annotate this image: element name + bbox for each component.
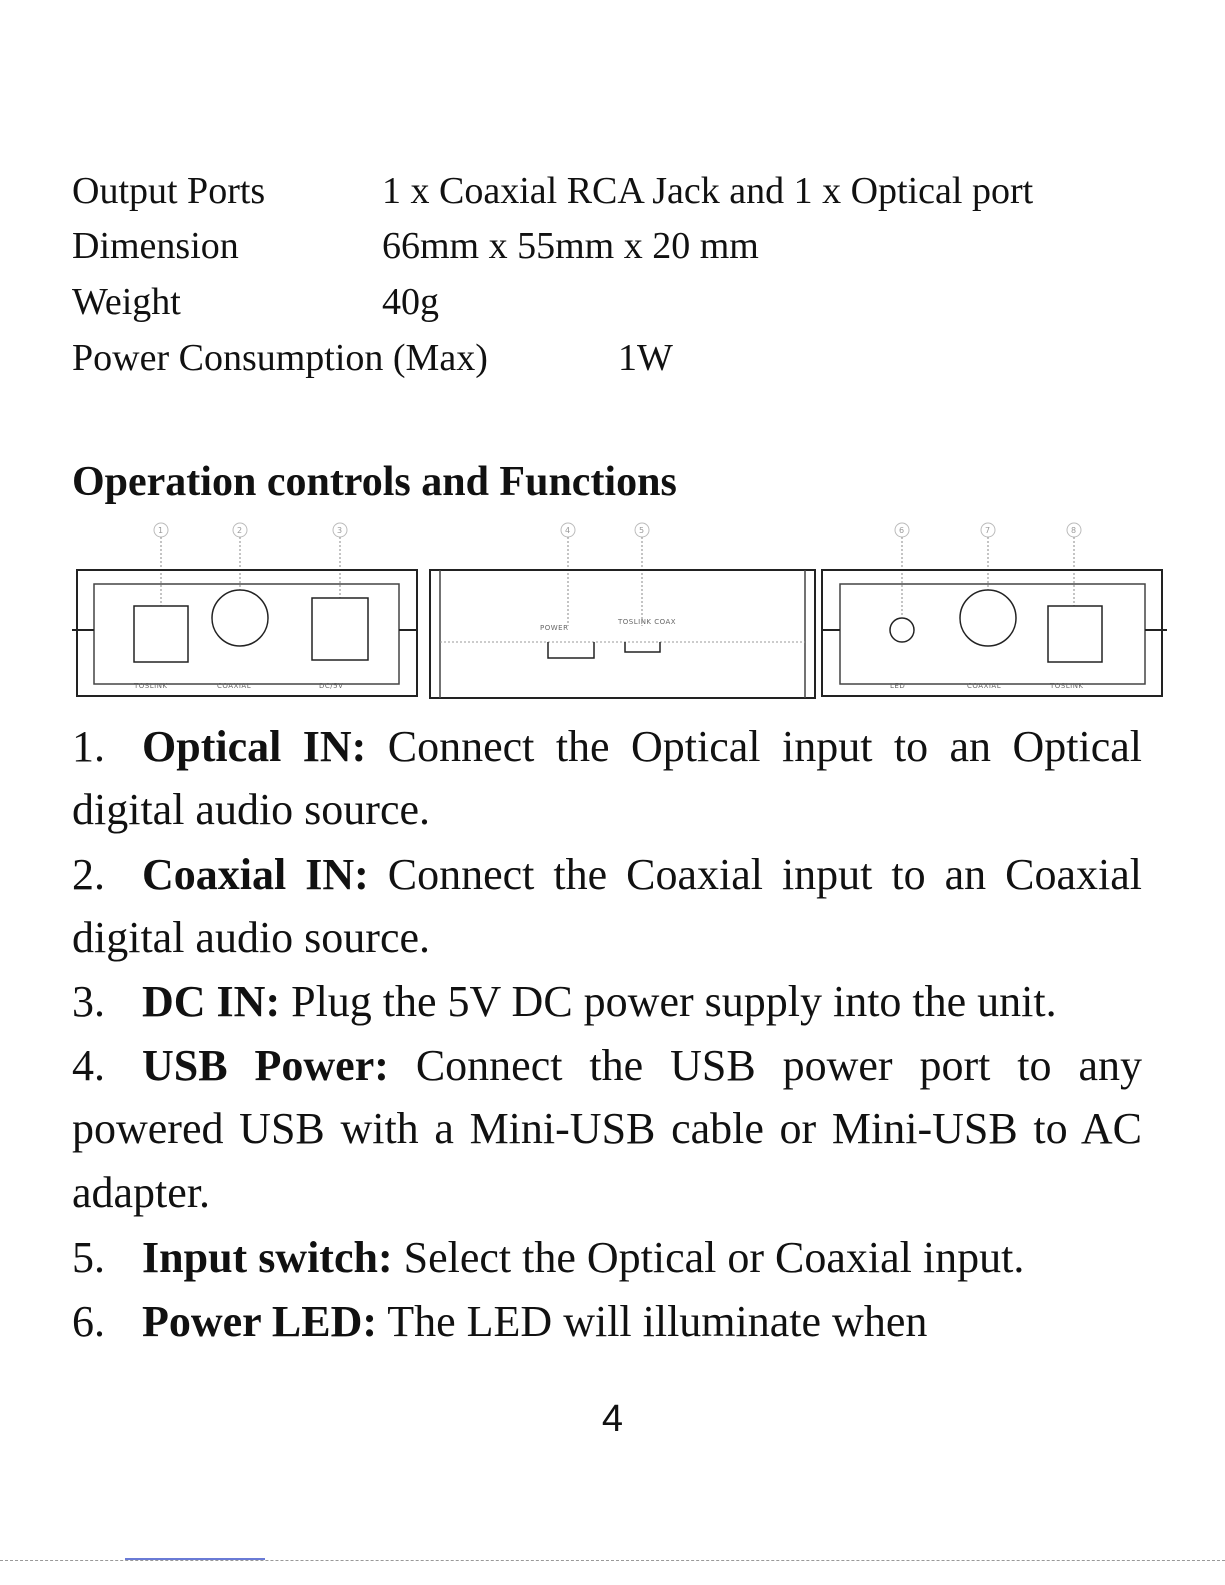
spec-label: Dimension: [72, 225, 239, 267]
svg-text:8: 8: [1071, 526, 1077, 535]
svg-text:3: 3: [337, 526, 343, 535]
spec-value: 66mm x 55mm x 20 mm: [382, 225, 759, 267]
callout-4: [561, 523, 575, 626]
item-number: 6.: [72, 1297, 105, 1346]
item-text: Connect the Coaxial input to an Coaxial digital audio source.: [72, 850, 1142, 963]
svg-text:4: 4: [565, 526, 571, 535]
label-toslink: TOSLINK: [1050, 682, 1084, 690]
item-term: DC IN:: [142, 977, 281, 1026]
footer-divider: [0, 1560, 1225, 1561]
label-dc5v: DC/5V: [319, 682, 344, 690]
list-item: [72, 843, 1142, 970]
spec-label: Output Ports: [72, 170, 266, 212]
item-number: 1.: [72, 722, 105, 771]
item-term: Input switch:: [142, 1233, 393, 1282]
right-panel: [822, 570, 1167, 696]
page-number: 4: [601, 1398, 624, 1440]
middle-panel: [430, 570, 815, 698]
item-text: Connect the Optical input to an Optical digital audio source.: [72, 722, 1142, 835]
svg-text:1: 1: [158, 526, 164, 535]
spec-value: 40g: [382, 281, 439, 323]
spec-value: 1 x Coaxial RCA Jack and 1 x Optical port: [382, 170, 1034, 212]
svg-text:7: 7: [985, 526, 991, 535]
label-led: LED: [890, 682, 906, 690]
list-item: [72, 1226, 1142, 1289]
callout-3: [333, 523, 347, 598]
item-text: Select the Optical or Coaxial input.: [392, 1233, 1025, 1282]
list-item: [72, 1290, 1142, 1353]
spec-value: 1W: [618, 337, 673, 379]
label-coaxial: COAXIAL: [217, 682, 252, 690]
device-diagram: [72, 518, 1167, 706]
section-title: Operation controls and Functions: [72, 459, 677, 505]
list-item: [72, 1034, 1142, 1224]
item-term: USB Power:: [142, 1041, 389, 1090]
label-power: POWER: [540, 624, 569, 632]
item-term: Coaxial IN:: [142, 850, 369, 899]
svg-text:2: 2: [237, 526, 243, 535]
svg-text:6: 6: [899, 526, 905, 535]
item-text: Plug the 5V DC power supply into the unit.: [280, 977, 1057, 1026]
item-term: Power LED:: [142, 1297, 378, 1346]
item-text: The LED will illuminate when: [377, 1297, 928, 1346]
item-number: 3.: [72, 977, 105, 1026]
item-term: Optical IN:: [142, 722, 367, 771]
callout-1: [154, 523, 168, 606]
label-toslink-coax: TOSLINK COAX: [618, 618, 677, 626]
item-number: 4.: [72, 1041, 105, 1090]
item-number: 2.: [72, 850, 105, 899]
label-toslink: TOSLINK: [134, 682, 168, 690]
list-item: [72, 715, 1142, 842]
footer-accent: [125, 1558, 265, 1560]
spec-label: Power Consumption (Max): [72, 337, 488, 379]
label-coaxial: COAXIAL: [967, 682, 1002, 690]
item-number: 5.: [72, 1233, 105, 1282]
spec-label: Weight: [72, 281, 181, 323]
callout-7: [981, 523, 995, 590]
left-panel: [72, 570, 417, 696]
list-item: [72, 970, 1142, 1033]
callout-8: [1067, 523, 1081, 606]
svg-text:5: 5: [639, 526, 645, 535]
callout-5: [635, 523, 649, 626]
item-text: Connect the USB power port to any powered USB with a Mini-USB cable or Mini-USB to AC adapter.: [72, 1041, 1142, 1217]
callout-2: [233, 523, 247, 590]
